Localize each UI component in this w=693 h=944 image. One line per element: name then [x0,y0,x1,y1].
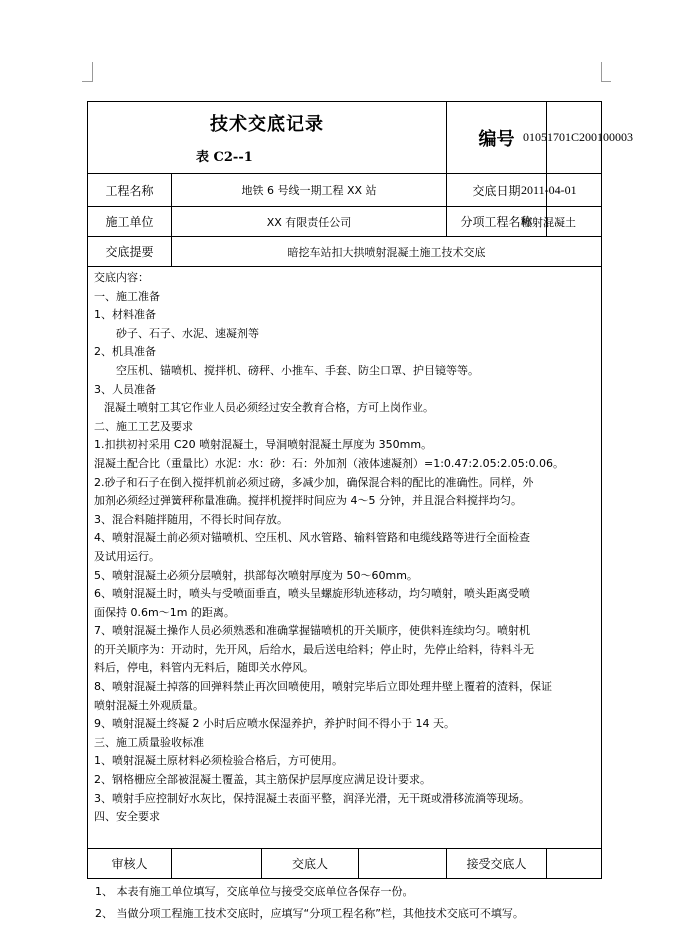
content-line: 混凝土配合比（重量比）水泥：水：砂：石：外加剂（液体速凝剂）=1:0.47:2.05:2.05:0.06。 [94,456,565,470]
content-line: 3、喷射手应控制好水灰比，保持混凝土表面平整，润泽光滑，无干斑或滑移流淌等现场。 [94,791,530,805]
content-line: 9、喷射混凝土终凝 2 小时后应喷水保湿养护，养护时间不得小于 14 天。 [94,717,455,731]
project-label: 工程名称 [88,174,172,207]
number-value [523,102,634,174]
receiver-label: 接受交底人 [447,849,547,879]
form-number: 表 C2--1 [196,150,253,165]
content-line: 面保持 0.6m～1m 的距离。 [94,605,235,619]
title-cell [88,102,447,174]
date-value-text: 2011-04-01 [521,182,577,197]
content-line: 砂子、石子、水泥、速凝剂等 [116,326,259,340]
footnote: 1、 本表有施工单位填写，交底单位与接受交底单位各保存一份。 [95,885,414,898]
content-line: 3、混合料随拌随用，不得长时间存放。 [94,512,288,526]
content-line: 7、喷射混凝土操作人员必须熟悉和准确掌握锚喷机的开关顺序，使供料连续均匀。喷射机 [94,624,530,638]
number-value-text: 01051701C200100003 [523,130,634,144]
summary-value: 暗挖车站扣大拱喷射混凝土施工技术交底 [172,237,602,267]
content-line: 料后，停电，料管内无料后，随即关水停风。 [94,661,314,675]
content-line: 1、材料准备 [94,308,156,322]
project-value: 地铁 6 号线一期工程 XX 站 [172,174,447,207]
content-line: 喷射混凝土外观质量。 [94,698,204,712]
content-line: 四、安全要求 [94,810,160,824]
receiver-value [547,849,602,879]
content-line: 空压机、锚喷机、搅拌机、磅秤、小推车、手套、防尘口罩、护目镜等等。 [116,363,479,377]
content-line: 及试用运行。 [94,549,160,563]
content-line: 5、喷射混凝土必须分层喷射，拱部每次喷射厚度为 50～60mm。 [94,568,418,582]
content-line: 3、人员准备 [94,382,156,396]
content-line: 一、施工准备 [94,289,160,303]
content-line: 2.砂子和石子在倒入搅拌机前必须过磅，多减少加，确保混合料的配比的准确性。同样，外 [94,475,534,489]
content-line: 2、机具准备 [94,345,156,359]
content-line: 三、施工质量验收标准 [94,735,204,749]
content-line: 混凝土喷射工其它作业人员必须经过安全教育合格，方可上岗作业。 [104,401,434,415]
content-line: 6、喷射混凝土时，喷头与受喷面垂直，喷头呈螺旋形轨迹移动，均匀喷射，喷头距离受喷 [94,587,530,601]
discloser-label: 交底人 [262,849,359,879]
date-value [521,174,602,207]
number-label: 编号 [447,102,547,174]
content-line: 8、喷射混凝土掉落的回弹料禁止再次回喷使用，喷射完毕后立即处理井壁上覆着的渣料，保证 [94,680,552,694]
content-line: 4、喷射混凝土前必须对锚喷机、空压机、风水管路、输料管路和电缆线路等进行全面检查 [94,531,530,545]
content-line: 的开关顺序为：开动时，先开风，后给水，最后送电给料；停止时，先停止给料，待料斗无 [94,642,534,656]
content-line: 2、钢格栅应全部被混凝土覆盖，其主筋保护层厚度应满足设计要求。 [94,773,431,787]
subproject-value [521,207,602,237]
unit-value: XX 有限责任公司 [172,207,447,237]
disclosure-content [88,267,602,849]
subproject-label: 分项工程名称 [447,207,547,237]
discloser-value [359,849,447,879]
footnotes [95,882,605,926]
date-label: 交底日期 [447,174,547,207]
content-line: 1.扣拱初衬采用 C20 喷射混凝土，导洞喷射混凝土厚度为 350mm。 [94,438,433,452]
unit-label: 施工单位 [88,207,172,237]
content-line: 交底内容： [94,271,149,284]
form-title: 技术交底记录 [210,114,324,135]
content-lines [94,269,595,827]
reviewer-label: 审核人 [88,849,172,879]
summary-label: 交底提要 [88,237,172,267]
disclosure-form [87,101,634,879]
reviewer-value [172,849,262,879]
subproject-value-text: 喷射混凝土 [521,215,577,229]
footnote: 2、 当做分项工程施工技术交底时，应填写“分项工程名称”栏，其他技术交底可不填写。 [95,907,524,920]
content-line: 二、施工工艺及要求 [94,419,193,433]
content-line: 1、喷射混凝土原材料必须检验合格后，方可使用。 [94,754,343,768]
content-line: 加剂必须经过弹簧秤称量准确。搅拌机搅拌时间应为 4～5 分钟，并且混合料搅拌均匀。 [94,494,522,508]
